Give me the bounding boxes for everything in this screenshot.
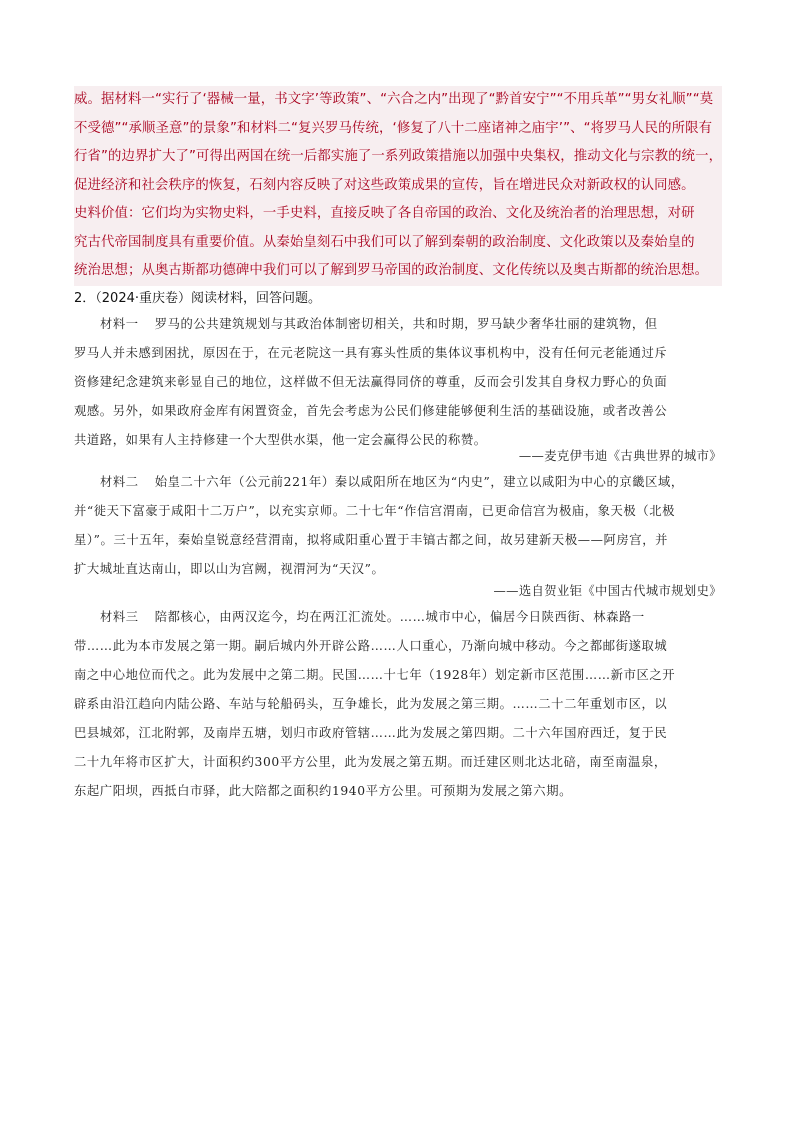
material-line: 南之中心地位而代之。此为发展中之第二期。民国……十七年（1928年）划定新市区范围……新市区之开 <box>74 668 676 682</box>
material-label: 材料三 <box>100 610 139 624</box>
material-text: 陪都核心，由两汉迄今，均在两江汇流处。……城市中心，偏居今日陕西街、林森路一 <box>154 610 645 624</box>
material-line: 二十九年将市区扩大，计面积约300平方公里，此为发展之第五期。而迁建区则北达北碚，南至南温泉， <box>74 755 667 769</box>
material-label: 材料一 <box>100 317 139 331</box>
material-label: 材料二 <box>100 475 139 489</box>
material-text: 罗马的公共建筑规划与其政治体制密切相关，共和时期，罗马缺少奢华壮丽的建筑物，但 <box>154 317 658 331</box>
material-three <box>74 603 722 806</box>
material-one-source: ——麦克伊韦迪《古典世界的城市》 <box>518 449 722 463</box>
material-line: 观感。另外，如果政府金库有闲置资金，首先会考虑为公民们修建能够便利生活的基础设施，或者改善公 <box>74 404 668 418</box>
material-line: 巴县城郊，江北附郭，及南岸五塘，划归市政府管辖……此为发展之第四期。二十六年国府西迁，复于民 <box>74 726 668 740</box>
answer-line: 究古代帝国制度具有重要价值。从秦始皇刻石中我们可以了解到秦朝的政治制度、文化政策以及秦始皇的 <box>74 234 695 250</box>
material-line: 带……此为本市发展之第一期。嗣后城内外开辟公路……人口重心，乃渐向城中移动。今之都邮街遂取城 <box>74 639 668 653</box>
material-line: 共道路，如果有人主持修建一个大型供水渠，他一定会赢得公民的称赞。 <box>74 433 487 447</box>
answer-line: 威。据材料一“实行了‘器械一量，书文字’等政策”、“六合之内”出现了“黔首安宁”“不用兵革”“男女礼顺”“莫 <box>74 92 714 107</box>
material-line: 辟系由沿江趋向内陆公路、车站与轮船码头，互争雄长，此为发展之第三期。……二十二年重划市区，以 <box>74 697 668 711</box>
material-line: 资修建纪念建筑来彰显自己的地位，这样做不但无法赢得同侪的尊重，反而会引发其自身权力野心的负面 <box>74 375 668 389</box>
material-one <box>74 310 722 455</box>
answer-line: 行省”的边界扩大了”可得出两国在统一后都实施了一系列政策措施以加强中央集权，推动文化与宗教的统一， <box>74 149 722 164</box>
material-line: 并“徙天下富豪于咸阳十二万户”，以充实京师。二十七年“作信宫渭南，已更命信宫为极庙，象天极（北极 <box>74 504 676 518</box>
answer-analysis-block <box>74 86 722 286</box>
answer-line: 促进经济和社会秩序的恢复，石刻内容反映了对这些政策成果的宣传，旨在增进民众对新政权的认同感。 <box>74 177 695 193</box>
answer-line: 统治思想；从奥古斯都功德碑中我们可以了解到罗马帝国的政治制度、文化传统以及奥古斯都的统治思想。 <box>74 263 709 278</box>
answer-line: 不受德”“承顺圣意”的景象”和材料二“复兴罗马传统，‘修复了八十二座诸神之庙宇’”、“将罗马人民的所限有 <box>74 120 713 136</box>
material-line: 扩大城址直达南山，即以山为宫阙，视渭河为“天汉”。 <box>74 562 385 576</box>
material-line: 罗马人并未感到困扰，原因在于，在元老院这一具有寡头性质的集体议事机构中，没有任何元老能通过斥 <box>74 346 668 360</box>
question-header: 2．（2024·重庆卷）阅读材料，回答问题。 <box>74 291 321 306</box>
material-line <box>74 468 722 497</box>
answer-line: 史料价值：它们均为实物史料，一手史料，直接反映了各自帝国的政治、文化及统治者的治理思想，对研 <box>74 206 695 221</box>
material-line: 星）”。三十五年，秦始皇锐意经营渭南，拟将咸阳重心置于丰镐古都之间，故另建新天极——阿房宫，并 <box>74 533 668 547</box>
material-line: 东起广阳坝，西抵白市驿，此大陪都之面积约1940平方公里。可预期为发展之第六期。 <box>74 784 572 798</box>
material-two-source: ——选自贺业钜《中国古代城市规划史》 <box>493 584 722 598</box>
material-line <box>74 310 722 339</box>
material-text: 始皇二十六年（公元前221年）秦以咸阳所在地区为“内史”，建立以咸阳为中心的京畿区域， <box>154 475 684 489</box>
material-two <box>74 468 722 584</box>
material-line <box>74 603 722 632</box>
